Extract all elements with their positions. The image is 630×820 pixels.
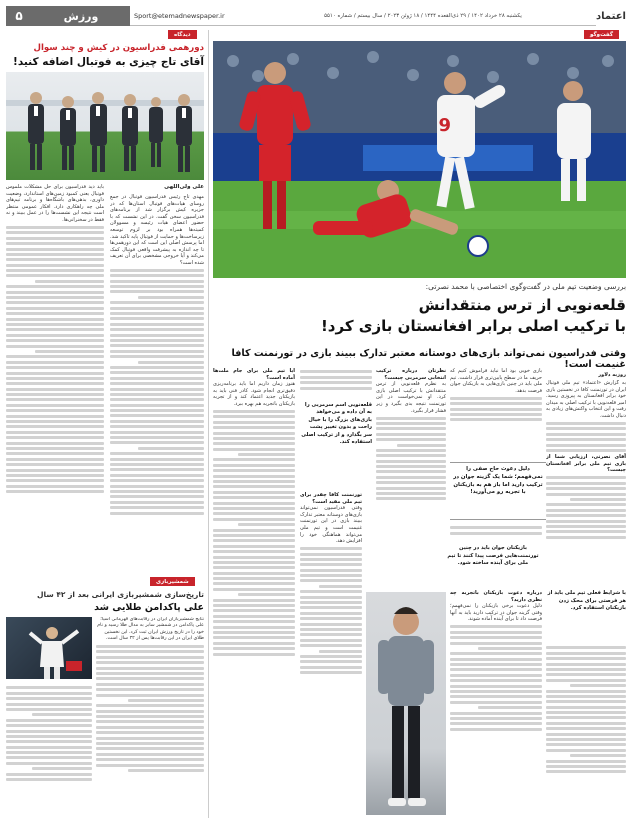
page-number: ۵: [4, 6, 32, 26]
section-email: Sport@etemadnewspaper.ir: [130, 6, 250, 26]
fencing-title: علی پاکدامن طلایی شد: [94, 602, 204, 613]
date-line: یکشنبه ۲۸ خرداد ۱۴۰۲ / ۲۹ ذی‌القعده ۱۴۴۴ / ۱۸ ژوئن ۲۰۲۳ / سال بیستم / شماره ۵۵۱۰: [250, 6, 596, 26]
coach-photo: [366, 592, 446, 815]
newspaper-logo: اعتماد: [596, 10, 626, 22]
masthead: [4, 6, 626, 26]
interview-col-1b: [546, 644, 626, 816]
opinion-label: دیدگاه: [168, 30, 197, 39]
opinion-body-1: مهدی تاج رئیس فدراسیون فوتبال در جمع روسای هیات‌های فوتبال استان‌ها که در جزیره کیش برگزار شد از برنامه‌های فدراسیون سخن گفت. در این نشست که با حضور اعضای هیات رئیسه و مسوولان کمیته‌ها همراه بود بر لزوم توسعه زیرساخت‌ها و حمایت از فوتبال پایه تاکید شد. اما پرسش اصلی این است که این دورهمی‌ها تا چه اندازه به پیشرفت واقعی فوتبال کمک می‌کند و آیا خروجی مشخصی برای آن تعریف شده است؟: [110, 194, 204, 266]
interview-label: گفت‌وگو: [584, 30, 619, 39]
opinion-kicker: دورهمی فدراسیون در کیش و چند سوال: [33, 43, 204, 53]
interview-reporter: روزبه دلاور: [598, 372, 626, 378]
opinion-title: آقای تاج چیزی به فوتبال اضافه کنید!: [13, 56, 204, 68]
interview-col-4a: [300, 368, 372, 400]
interview-col-2c: [450, 590, 542, 816]
opinion-body-col-right: [110, 194, 204, 586]
opinion-byline: علی ولی‌اللهی: [164, 184, 204, 190]
match-illustration: [213, 41, 626, 278]
interview-col-2b: [450, 524, 542, 544]
secondary-headline: وقتی فدراسیون نمی‌تواند بازی‌های دوستانه معتبر تدارک ببیند بازی در تورنمنت کافا غنیمت است!: [231, 348, 626, 370]
question-1: آقای نصرتی، ارزیابی شما از بازی تیم ملی برابر افغانستان چیست؟: [546, 454, 626, 474]
pull-quote-mid: بازیکنان جوان باید در چنین تورنمنت‌هایی فرصت پیدا کنند تا تیم ملی برای آینده ساخته شود.: [447, 545, 539, 567]
interview-col-2a: [450, 368, 542, 458]
pull-quote-right: با شرایط فعلی تیم ملی باید از هر فرصتی برای محک زدن بازیکنان استفاده کرد.: [547, 590, 626, 612]
fencer-illustration: [6, 617, 92, 679]
column-divider: [208, 30, 209, 818]
interview-col-3: [376, 368, 446, 588]
question-5: درباره دعوت بازیکنان باتجربه چه نظری دارید؟: [450, 590, 542, 603]
opinion-body-col-left: [6, 184, 104, 586]
interview-col-4b: [300, 492, 362, 816]
match-photo: [213, 41, 626, 278]
fencing-results: [6, 684, 92, 816]
main-headline: [213, 295, 626, 337]
pull-quote-left: قلعه‌نویی اسم سرمربی را به آن داده و می‌خواهد بازی‌های بزرگ را با خیال راحت و بدون تغییر پشت سر بگذارد و از ترکیب اصلی استفاده کند.: [301, 402, 372, 446]
officials-photo: [6, 72, 204, 180]
interview-col-1: [546, 380, 626, 588]
pull-quote-box: دلیل دعوت حاج صفی را نمی‌فهمم؛ شما یک گزینه جوان در ترکیب دارید اما باز هم به بازیکنان با تجربه رو می‌آورید!: [450, 462, 546, 520]
fencing-label: شمشیربازی: [150, 577, 195, 586]
interview-intro: به گزارش «اعتماد» تیم ملی فوتبال ایران در تورنمنت کافا در نخستین بازی خود برابر افغانستان به پیروزی رسید. امیر قلعه‌نویی با ترکیب اصلی به میدان رفت و این انتخاب واکنش‌های زیادی به دنبال داشت.: [546, 380, 626, 419]
answer-2: به نظرم قلعه‌نویی از ترس منتقدانش با ترکیب اصلی بازی کرد. او نمی‌خواست در این تورنمنت نتیجه بدی بگیرد و زیر فشار قرار بگیرد.: [376, 381, 446, 414]
answer-3: وقتی فدراسیون نمی‌تواند بازی‌های دوستانه معتبر تدارک ببیند بازی در این تورنمنت غنیمت است و تیم ملی می‌تواند هماهنگی خود را افزایش دهد.: [300, 505, 362, 545]
question-3: تورنمنت کافا چقدر برای تیم ملی مفید است؟: [300, 492, 362, 505]
fencer-photo: [6, 617, 92, 679]
section-title: ورزش: [32, 6, 130, 26]
question-4: آیا تیم ملی برای جام ملت‌ها آماده است؟: [213, 368, 295, 381]
main-headline-line1: قلعه‌نویی از ترس منتقدانش: [418, 296, 626, 314]
fencing-kicker: تاریخ‌سازی شمشیربازی ایرانی بعد از ۴۲ سال: [37, 590, 204, 599]
coach-illustration: [366, 592, 446, 815]
svg-text:9: 9: [438, 115, 451, 136]
officials-illustration: [6, 72, 204, 180]
answer-4: هنوز زمان داریم اما باید برنامه‌ریزی دقیق‌تری انجام شود. کادر فنی باید به بازیکنان جدید اعتماد کند و از تجربه بازیکنان باتجربه هم بهره ببرد.: [213, 381, 295, 407]
opinion-body-2: باید دید فدراسیون برای حل مشکلات ملموس فوتبال یعنی کمبود زمین‌های استاندارد، وضعیت داوری، بدهی‌های باشگاه‌ها و برنامه تیم‌های ملی چه راهکاری دارد. افکار عمومی منتظر است نتیجه این نشست‌ها را در عمل ببیند و نه فقط در سخنرانی‌ها.: [6, 184, 104, 223]
answer-1: بازی خوبی بود اما نباید فراموش کنیم که حریف ما در سطح پایین‌تری قرار داشت. تیم ملی باید در چنین بازی‌هایی به بازیکنان جوان فرصت بدهد.: [450, 368, 542, 394]
fencing-body: [96, 617, 204, 817]
sub-headline: بررسی وضعیت تیم ملی در گفت‌وگوی اختصاصی با محمد نصرتی:: [425, 282, 626, 291]
main-headline-line2: با ترکیب اصلی برابر افغانستان بازی کرد!: [320, 317, 626, 335]
fencing-body-text: نتایج شمشیربازان ایران در رقابت‌های قهرمانی آسیا؛ علی پاکدامن در شمشیر سابر به مدال طلا رسید و نام خود را در تاریخ ورزش ایران ثبت کرد. این نخستین طلای ایران در این رقابت‌ها پس از ۴۲ سال است.: [97, 617, 204, 642]
answer-5: دلیل دعوت برخی بازیکنان را نمی‌فهمم؛ وقتی گزینه جوان در ترکیب دارید باید به آنها فرصت داد تا برای آینده آماده شوند.: [450, 603, 542, 623]
question-2: نظرتان درباره ترکیب انتخابی سرمربی چیست؟: [376, 368, 446, 381]
interview-col-5: [213, 368, 295, 816]
